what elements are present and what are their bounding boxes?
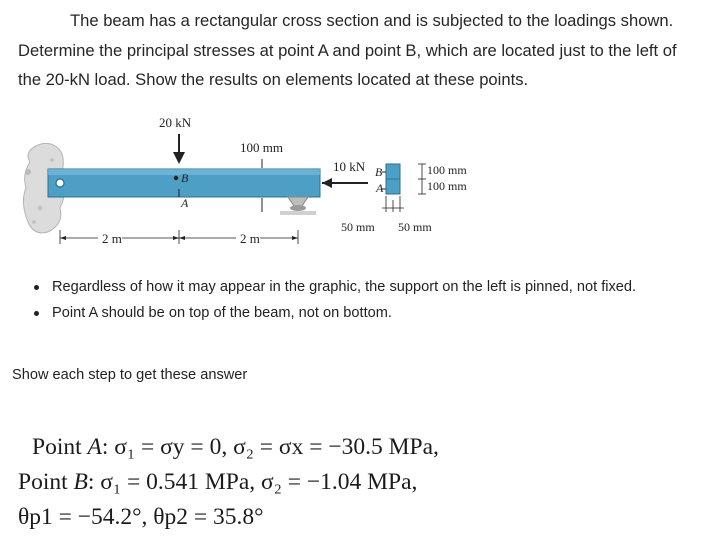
- answer-angles: θp1 = −54.2°, θp2 = 35.8°: [18, 504, 264, 530]
- problem-statement: The beam has a rectangular cross section and is subjected to the loadings shown. Determine the principal stresses at point A and point B, which are located just to the left of the 20-kN load. Show the results on elements located at these points.: [18, 11, 677, 89]
- section-a-label: A: [376, 181, 384, 195]
- answer-point-b: Point B: σ₁ = 0.541 MPa, σ₂ = −1.04 MPa,: [18, 469, 418, 495]
- list-item: Regardless of how it may appear in the graphic, the support on the left is pinned, not fixed.: [30, 276, 680, 299]
- beam-diagram: [18, 112, 478, 262]
- span-left-label: 2 m: [102, 231, 122, 246]
- dim-100mm-label: 100 mm: [240, 140, 283, 155]
- answer-point-a: Point A: σ₁ = σy = 0, σ₂ = σx = −30.5 MPa,: [32, 434, 439, 460]
- right-support: [288, 197, 308, 206]
- load-20kn-label: 20 kN: [159, 115, 192, 130]
- notes-list: [30, 276, 680, 324]
- instruction-text: Show each step to get these answer: [12, 367, 248, 383]
- dim-50mm-right: 50 mm: [398, 220, 432, 234]
- dim-100mm-lower: 100 mm: [427, 179, 467, 193]
- section-b-label: B: [375, 165, 383, 179]
- list-item: Point A should be on top of the beam, not on bottom.: [30, 302, 680, 325]
- point-b-label: B: [181, 171, 189, 185]
- load-10kn-label: 10 kN: [333, 159, 366, 174]
- span-right-label: 2 m: [240, 231, 260, 246]
- dim-100mm-upper: 100 mm: [427, 163, 467, 177]
- answer-block: [18, 430, 439, 535]
- point-a-label: A: [181, 196, 189, 210]
- beam-figure: [18, 112, 478, 262]
- dim-50mm-left: 50 mm: [341, 220, 375, 234]
